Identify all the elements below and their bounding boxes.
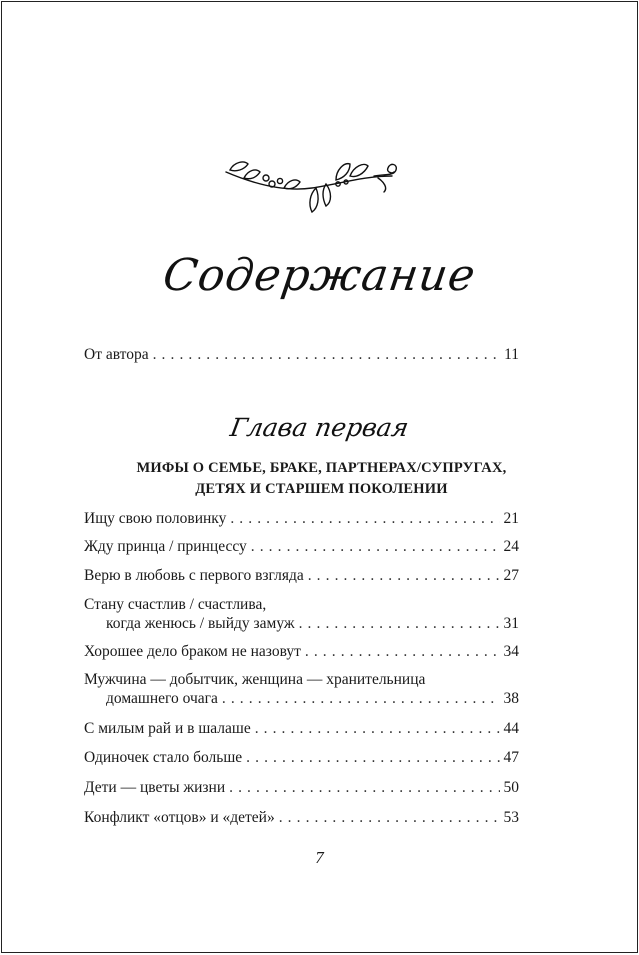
toc-entry-label: Жду принца / принцессу — [84, 538, 247, 555]
toc-entry-label: Дети — цветы жизни — [84, 779, 226, 796]
chapter-heading-line: МИФЫ О СЕМЬЕ, БРАКЕ, ПАРТНЕРАХ/СУПРУГАХ, — [136, 460, 507, 476]
dot-leader — [305, 642, 500, 661]
toc-entry-label-first-line: Стану счастлив / счастлива, — [84, 596, 267, 613]
toc-entry[interactable] — [84, 778, 519, 797]
toc-entry-label: Одиночек стало больше — [84, 749, 243, 766]
page-number: 7 — [315, 848, 324, 867]
toc-page-number: 31 — [503, 615, 519, 632]
toc-page-number: 47 — [503, 749, 519, 766]
toc-entry-label: С милым рай и в шалаше — [84, 720, 251, 737]
toc-page-number: 44 — [503, 720, 519, 737]
toc-page-number: 21 — [503, 510, 519, 527]
toc-entry[interactable] — [84, 719, 519, 738]
dot-leader — [229, 778, 499, 797]
dot-leader — [279, 808, 500, 827]
toc-entry[interactable] — [84, 808, 519, 827]
toc-page-number: 53 — [503, 809, 519, 826]
chapter-label: Глава первая — [228, 413, 411, 442]
dot-leader — [222, 689, 500, 708]
chapter-heading — [84, 458, 559, 500]
toc-page-number: 34 — [503, 643, 519, 660]
dot-leader — [251, 537, 500, 556]
toc-entry[interactable] — [84, 566, 519, 585]
toc-entry-label: когда женюсь / выйду замуж — [106, 615, 295, 632]
toc-entry[interactable] — [84, 642, 519, 661]
toc-entry-label: домашнего очага — [106, 690, 218, 707]
toc-entry-label-first-line: Мужчина — добытчик, женщина — хранительница — [84, 671, 426, 688]
toc-entry[interactable] — [84, 537, 519, 556]
dot-leader — [246, 748, 499, 767]
toc-entry-label: Хорошее дело браком не назовут — [84, 643, 301, 660]
toc-entry[interactable] — [84, 509, 519, 528]
toc-entry-label: Верю в любовь с первого взгляда — [84, 567, 304, 584]
book-page — [1, 1, 638, 953]
toc-entry-label: Конфликт «отцов» и «детей» — [84, 809, 275, 826]
toc-page-number: 24 — [503, 538, 519, 555]
laurel-branch-icon — [224, 154, 402, 216]
toc-page-number: 50 — [503, 779, 519, 796]
toc-page-number: 27 — [503, 567, 519, 584]
toc-entry[interactable] — [84, 595, 519, 633]
dot-leader — [255, 719, 500, 738]
toc-entry[interactable] — [84, 748, 519, 767]
dot-leader — [308, 566, 500, 585]
contents-title: Содержание — [159, 250, 480, 301]
toc-page-number: 11 — [504, 346, 519, 363]
dot-leader — [299, 614, 500, 633]
dot-leader — [153, 345, 500, 364]
dot-leader — [230, 509, 499, 528]
toc-entry[interactable] — [84, 670, 519, 708]
toc-entry-preface[interactable] — [84, 345, 519, 364]
toc-entry-label: От автора — [84, 346, 149, 363]
toc-page-number: 38 — [503, 690, 519, 707]
chapter-heading-line: ДЕТЯХ И СТАРШЕМ ПОКОЛЕНИИ — [195, 481, 448, 497]
toc-entry-label: Ищу свою половинку — [84, 510, 227, 527]
